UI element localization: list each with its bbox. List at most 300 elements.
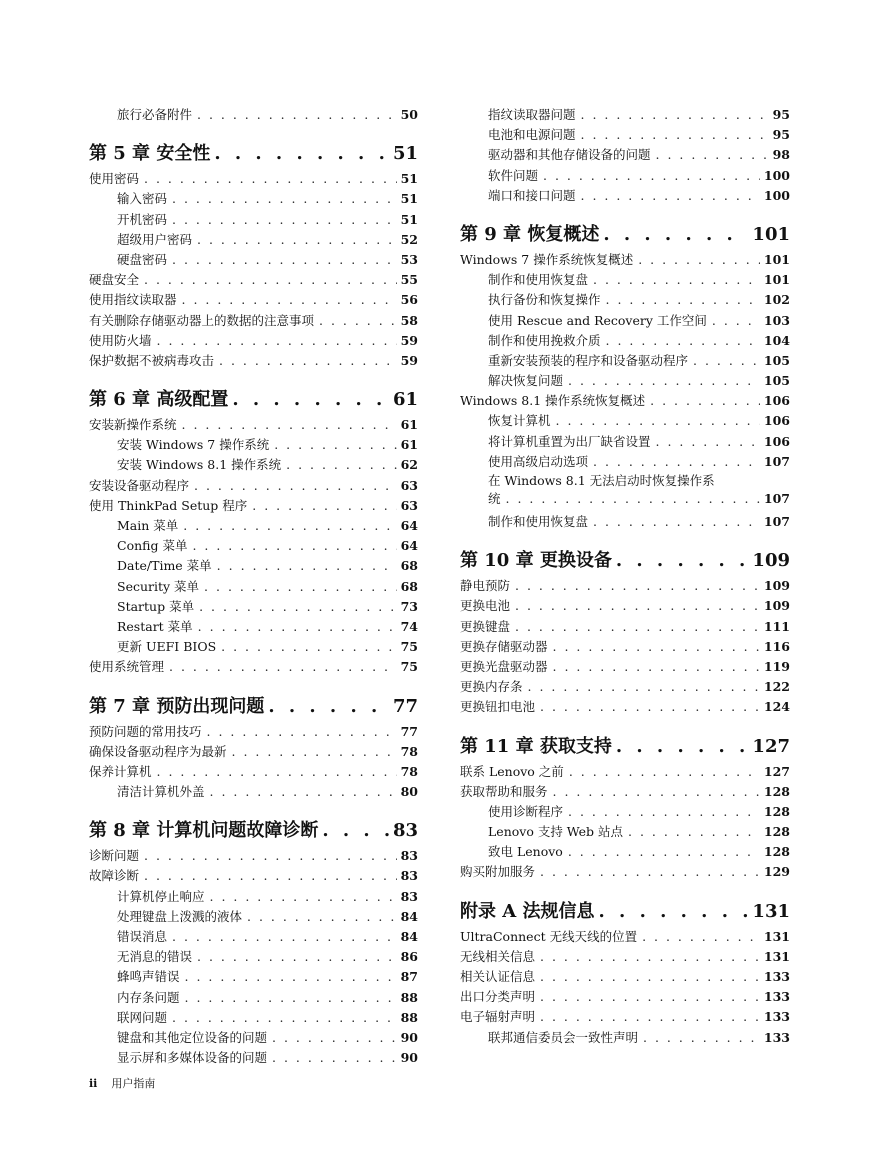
toc-leader-dots	[581, 105, 769, 125]
toc-page-number: 50	[400, 107, 418, 122]
toc-entry-title: 指纹读取器问题	[488, 107, 576, 122]
toc-entry[interactable]	[89, 577, 418, 597]
toc-chapter-heading[interactable]	[89, 139, 418, 169]
toc-page-number: 131	[763, 928, 790, 944]
toc-entry-title: 端口和接口问题	[488, 187, 576, 203]
toc-leader-dots	[272, 1028, 397, 1048]
toc-leader-dots	[553, 782, 760, 802]
toc-page-number: 61	[400, 437, 418, 453]
toc-entry[interactable]	[89, 496, 418, 516]
toc-entry[interactable]	[460, 657, 790, 677]
toc-entry-title: 超级用户密码	[117, 231, 193, 247]
toc-entry-title: 软件问题	[488, 167, 539, 183]
toc-leader-dots	[528, 677, 760, 697]
toc-entry-line	[488, 490, 790, 510]
toc-entry[interactable]	[89, 762, 418, 782]
toc-page-number: 122	[763, 679, 790, 695]
toc-leader-dots	[593, 512, 760, 532]
toc-entry-title: 获取帮助和服务	[460, 783, 548, 799]
toc-entry[interactable]	[460, 987, 790, 1007]
toc-page-number: 88	[400, 989, 418, 1005]
toc-chapter-title: 第 11 章 获取支持	[460, 735, 612, 757]
toc-leader-dots	[247, 907, 397, 927]
toc-page-number: 128	[763, 783, 790, 799]
toc-leader-dots	[543, 166, 760, 186]
toc-entry[interactable]	[89, 415, 418, 435]
toc-page-number: 58	[400, 312, 418, 328]
toc-entry-title: 使用高级启动选项	[488, 453, 589, 469]
toc-page-number: 78	[400, 763, 418, 779]
toc-leader-dots	[172, 927, 397, 947]
toc-page-number: 56	[400, 292, 418, 308]
toc-page-number: 106	[763, 413, 790, 429]
toc-entry-title: 联邦通信委员会一致性声明	[488, 1029, 639, 1045]
toc-page-number: 55	[400, 272, 418, 288]
toc-page-number: 133	[763, 969, 790, 984]
toc-page-number: 128	[763, 844, 790, 860]
toc-leader-dots	[219, 351, 397, 371]
toc-leader-dots	[616, 546, 749, 576]
toc-entry[interactable]	[460, 432, 790, 452]
toc-leader-dots	[581, 186, 760, 206]
toc-entry[interactable]	[460, 145, 790, 165]
toc-entry[interactable]	[89, 435, 418, 455]
toc-leader-dots	[194, 476, 397, 496]
toc-page-number: 105	[763, 352, 790, 368]
toc-entry[interactable]	[460, 1028, 790, 1048]
toc-entry-title: 旅行必备附件	[117, 107, 193, 122]
toc-page-number: 128	[763, 824, 790, 840]
toc-entry-title: 硬盘安全	[89, 272, 140, 288]
toc-page-number: 77	[400, 723, 418, 739]
toc-leader-dots	[599, 897, 749, 927]
toc-entry[interactable]	[89, 988, 418, 1008]
toc-page-number: 103	[763, 312, 790, 328]
toc-entry[interactable]	[89, 1008, 418, 1028]
toc-entry-title: 保养计算机	[89, 763, 152, 779]
toc-entry-title: 更换电池	[460, 598, 511, 614]
toc-entry-title: 使用指纹读取器	[89, 292, 177, 308]
toc-leader-dots	[172, 210, 397, 230]
toc-entry[interactable]	[460, 782, 790, 802]
toc-leader-dots	[593, 270, 760, 290]
toc-leader-dots	[693, 351, 760, 371]
toc-entry[interactable]	[460, 452, 790, 472]
toc-entry[interactable]	[89, 230, 418, 250]
toc-leader-dots	[157, 331, 397, 351]
toc-page-number: 51	[400, 191, 418, 207]
toc-entry-title: 开机密码	[117, 211, 168, 227]
toc-entry-title: 处理键盘上泼溅的液体	[117, 908, 243, 924]
toc-entry[interactable]	[89, 866, 418, 886]
toc-leader-dots	[540, 987, 760, 1007]
footer-doc-title: 用户指南	[111, 1077, 156, 1090]
toc-entry[interactable]	[460, 637, 790, 657]
toc-entry-title: 错误消息	[117, 929, 168, 944]
toc-page-number: 116	[763, 638, 790, 654]
toc-entry-title: 更换键盘	[460, 618, 511, 634]
toc-leader-dots	[606, 331, 760, 351]
toc-page-number: 105	[763, 373, 790, 389]
toc-entry-title: 使用防火墙	[89, 332, 152, 348]
toc-chapter-heading[interactable]	[89, 692, 418, 722]
toc-entry[interactable]	[460, 927, 790, 947]
toc-leader-dots	[540, 967, 760, 987]
toc-page-number: 83	[400, 848, 418, 864]
toc-entry-title: 使用诊断程序	[488, 803, 564, 819]
toc-leader-dots	[540, 697, 760, 717]
toc-leader-dots	[553, 657, 760, 677]
toc-entry-title: 联系 Lenovo 之前	[460, 763, 564, 779]
toc-page-number: 87	[400, 969, 418, 985]
toc-leader-dots	[182, 415, 397, 435]
footer-page-number: ii	[89, 1077, 98, 1090]
toc-entry-title: 购买附加服务	[460, 864, 536, 880]
toc-page-number: 73	[400, 598, 418, 614]
toc-entry-title: Windows 7 操作系统恢复概述	[460, 251, 634, 267]
toc-leader-dots	[593, 452, 760, 472]
toc-leader-dots	[144, 169, 397, 189]
toc-leader-dots	[515, 576, 760, 596]
toc-entry[interactable]	[89, 722, 418, 742]
toc-page-number: 68	[400, 558, 418, 574]
toc-entry-title: 电池和电源问题	[488, 127, 576, 143]
toc-entry[interactable]	[89, 1048, 418, 1068]
toc-entry[interactable]	[460, 947, 790, 967]
toc-chapter-heading[interactable]	[460, 732, 790, 762]
toc-leader-dots	[569, 762, 760, 782]
toc-entry-title: Restart 菜单	[117, 618, 193, 634]
toc-page-number: 62	[400, 457, 418, 473]
toc-page-number: 104	[763, 332, 790, 348]
toc-entry-title: 解决恢复问题	[488, 373, 564, 389]
toc-entry-title: 制作和使用挽救介质	[488, 332, 601, 348]
toc-entry[interactable]	[460, 617, 790, 637]
toc-entry-title: 重新安装预装的程序和设备驱动程序	[488, 352, 689, 368]
toc-chapter-heading[interactable]	[89, 816, 418, 846]
toc-entry[interactable]	[460, 186, 790, 206]
toc-entry[interactable]	[89, 105, 418, 125]
toc-leader-dots	[628, 822, 760, 842]
toc-entry[interactable]	[89, 637, 418, 657]
toc-chapter-heading[interactable]	[460, 546, 790, 576]
toc-leader-dots	[568, 842, 760, 862]
toc-leader-dots	[286, 455, 396, 475]
toc-entry[interactable]	[89, 657, 418, 677]
toc-entry-title: 使用 Rescue and Recovery 工作空间	[488, 312, 707, 328]
toc-leader-dots	[603, 220, 748, 250]
toc-page-number: 107	[763, 491, 790, 506]
toc-entry[interactable]	[460, 250, 790, 270]
toc-leader-dots	[656, 145, 769, 165]
toc-leader-dots	[197, 230, 397, 250]
toc-entry-title: 无消息的错误	[117, 949, 193, 965]
toc-entry[interactable]	[460, 166, 790, 186]
toc-entry[interactable]	[89, 947, 418, 967]
toc-entry-title: 联网问题	[117, 1009, 168, 1025]
toc-entry[interactable]	[460, 311, 790, 331]
toc-page-number: 59	[400, 352, 418, 368]
toc-entry[interactable]	[460, 596, 790, 616]
toc-page-number: 129	[763, 864, 790, 880]
toc-entry[interactable]	[89, 782, 418, 802]
toc-entry-title: 计算机停止响应	[117, 888, 205, 904]
toc-page-number: 133	[763, 989, 790, 1005]
toc-page-number: 100	[763, 187, 790, 203]
toc-entry-title: 相关认证信息	[460, 969, 536, 984]
toc-page-number: 127	[763, 763, 790, 779]
toc-chapter-heading[interactable]	[460, 220, 790, 250]
toc-entry-title: 驱动器和其他存储设备的问题	[488, 147, 651, 163]
toc-page-number: 61	[392, 389, 418, 411]
toc-leader-dots	[221, 637, 396, 657]
toc-entry-title: 硬盘密码	[117, 251, 168, 267]
toc-leader-dots	[643, 1028, 760, 1048]
toc-entry-title: 执行备份和恢复操作	[488, 292, 601, 308]
toc-entry[interactable]	[460, 371, 790, 391]
toc-page-number: 131	[763, 948, 790, 964]
toc-entry-title: 更新 UEFI BIOS	[117, 639, 217, 655]
toc-entry[interactable]	[89, 887, 418, 907]
toc-leader-dots	[169, 657, 397, 677]
toc-page-number: 64	[400, 518, 418, 533]
toc-page-number: 101	[763, 272, 790, 288]
toc-entry[interactable]	[89, 270, 418, 290]
toc-chapter-heading[interactable]	[89, 385, 418, 415]
toc-entry[interactable]	[460, 472, 790, 512]
toc-entry-title: 显示屏和多媒体设备的问题	[117, 1050, 268, 1066]
toc-entry[interactable]	[89, 1028, 418, 1048]
toc-leader-dots	[642, 927, 760, 947]
toc-entry-title: 电子辐射声明	[460, 1009, 536, 1025]
toc-entry-title: Config 菜单	[117, 538, 188, 554]
toc-page-number: 107	[763, 453, 790, 469]
toc-entry-title: 安装设备驱动程序	[89, 477, 190, 493]
toc-entry[interactable]	[460, 842, 790, 862]
toc-entry-title: Windows 8.1 操作系统恢复概述	[460, 393, 646, 409]
toc-page-number: 131	[752, 900, 790, 922]
toc-entry[interactable]	[89, 331, 418, 351]
toc-leader-dots	[232, 385, 389, 415]
toc-page-number: 61	[400, 417, 418, 433]
toc-entry-title: 键盘和其他定位设备的问题	[117, 1029, 268, 1045]
toc-page-number: 53	[400, 251, 418, 267]
toc-page-number: 52	[400, 231, 418, 247]
toc-entry[interactable]	[89, 290, 418, 310]
toc-leader-dots	[506, 490, 760, 508]
toc-page-number: 83	[400, 868, 418, 884]
toc-leader-dots	[157, 762, 397, 782]
toc-entry[interactable]	[460, 1007, 790, 1027]
toc-page-number: 100	[763, 167, 790, 183]
toc-leader-dots	[217, 556, 397, 576]
toc-entry[interactable]	[460, 862, 790, 882]
toc-page-number: 127	[752, 735, 790, 757]
toc-page-number: 84	[400, 908, 418, 924]
toc-entry[interactable]	[89, 617, 418, 637]
toc-entry[interactable]	[460, 697, 790, 717]
toc-entry-title: 蜂鸣声错误	[117, 969, 180, 985]
toc-entry-title: Main 菜单	[117, 518, 179, 533]
toc-leader-dots	[144, 846, 397, 866]
toc-page-number: 109	[763, 598, 790, 614]
toc-entry-title: UltraConnect 无线天线的位置	[460, 928, 638, 944]
toc-page-number: 83	[392, 820, 418, 842]
toc-leader-dots	[185, 988, 397, 1008]
toc-leader-dots	[172, 189, 397, 209]
toc-leader-dots	[650, 391, 760, 411]
toc-chapter-title: 附录 A 法规信息	[460, 900, 595, 922]
toc-leader-dots	[540, 947, 760, 967]
toc-entry[interactable]	[460, 576, 790, 596]
toc-entry-title: 诊断问题	[89, 848, 140, 864]
toc-chapter-heading[interactable]	[460, 897, 790, 927]
toc-entry-title: 恢复计算机	[488, 413, 551, 429]
toc-entry[interactable]	[460, 967, 790, 987]
toc-leader-dots	[183, 516, 396, 536]
toc-page-number: 124	[763, 699, 790, 715]
toc-entry[interactable]	[89, 846, 418, 866]
toc-entry-title: 出口分类声明	[460, 989, 536, 1005]
toc-leader-dots	[712, 311, 760, 331]
toc-entry[interactable]	[89, 556, 418, 576]
toc-leader-dots	[182, 290, 397, 310]
toc-page-number: 88	[400, 1009, 418, 1025]
toc-entry-title: 在 Windows 8.1 无法启动时恢复操作系	[488, 473, 715, 488]
toc-entry-title: 保护数据不被病毒攻击	[89, 352, 215, 368]
toc-entry[interactable]	[460, 411, 790, 431]
toc-entry-title: 将计算机重置为出厂缺省设置	[488, 433, 651, 449]
toc-leader-dots	[540, 862, 760, 882]
toc-entry-title: Startup 菜单	[117, 598, 195, 614]
toc-page-number: 77	[392, 695, 418, 717]
toc-entry[interactable]	[460, 351, 790, 371]
toc-page-number: 101	[752, 223, 790, 245]
toc-page-number: 75	[400, 639, 418, 655]
toc-leader-dots	[232, 742, 397, 762]
toc-entry-title: 确保设备驱动程序为最新	[89, 743, 227, 759]
toc-entry-title: 安装新操作系统	[89, 417, 177, 433]
toc-entry-title: 制作和使用恢复盘	[488, 272, 589, 288]
toc-entry[interactable]	[89, 742, 418, 762]
toc-entry[interactable]	[460, 762, 790, 782]
toc-leader-dots	[192, 536, 396, 556]
toc-chapter-title: 第 8 章 计算机问题故障诊断	[89, 820, 319, 842]
toc-entry-title: Lenovo 支持 Web 站点	[488, 824, 624, 840]
toc-leader-dots	[144, 270, 397, 290]
toc-entry-title: 更换钮扣电池	[460, 699, 536, 715]
toc-leader-dots	[207, 722, 397, 742]
toc-page-number: 84	[400, 929, 418, 944]
toc-page-number: 109	[752, 550, 790, 572]
toc-entry[interactable]	[89, 311, 418, 331]
toc-leader-dots	[274, 435, 396, 455]
toc-entry-title: 使用系统管理	[89, 659, 165, 675]
toc-entry[interactable]	[89, 455, 418, 475]
toc-page-number: 51	[400, 171, 418, 187]
toc-page-number: 133	[763, 1009, 790, 1025]
toc-entry[interactable]	[460, 512, 790, 532]
toc-page-number: 59	[400, 332, 418, 348]
toc-entry[interactable]	[89, 351, 418, 371]
toc-leader-dots	[638, 250, 760, 270]
toc-entry[interactable]	[460, 105, 790, 125]
toc-leader-dots	[515, 596, 760, 616]
toc-page-number: 78	[400, 743, 418, 759]
toc-leader-dots	[198, 617, 397, 637]
toc-page-number: 98	[772, 147, 790, 163]
toc-entry[interactable]	[460, 331, 790, 351]
toc-leader-dots	[515, 617, 760, 637]
toc-leader-dots	[185, 967, 397, 987]
toc-entry[interactable]	[89, 210, 418, 230]
toc-entry-title: Date/Time 菜单	[117, 558, 212, 574]
toc-entry[interactable]	[89, 927, 418, 947]
toc-leader-dots	[540, 1007, 760, 1027]
toc-page-number: 86	[400, 949, 418, 965]
toc-entry[interactable]	[460, 125, 790, 145]
toc-leader-dots	[268, 692, 389, 722]
toc-leader-dots	[197, 947, 397, 967]
toc-page-number: 95	[772, 127, 790, 143]
toc-entry-title: 安装 Windows 7 操作系统	[117, 437, 270, 453]
toc-entry[interactable]	[460, 677, 790, 697]
toc-leader-dots	[556, 411, 760, 431]
toc-entry[interactable]	[89, 169, 418, 189]
toc-entry-title: 内存条问题	[117, 989, 180, 1005]
toc-entry-title: 静电预防	[460, 578, 511, 594]
toc-entry[interactable]	[89, 189, 418, 209]
toc-entry[interactable]	[460, 822, 790, 842]
toc-entry[interactable]	[460, 391, 790, 411]
toc-entry-title: 更换内存条	[460, 679, 523, 695]
toc-page-number: 101	[763, 251, 790, 267]
toc-page-number: 107	[763, 514, 790, 529]
toc-entry[interactable]	[460, 802, 790, 822]
toc-entry-title: Security 菜单	[117, 578, 200, 594]
toc-page-number: 128	[763, 803, 790, 819]
toc-page-number: 90	[400, 1029, 418, 1045]
toc-entry[interactable]	[89, 516, 418, 536]
toc-entry-title: 有关删除存储驱动器上的数据的注意事项	[89, 312, 315, 328]
toc-page-number: 51	[400, 211, 418, 227]
toc-chapter-title: 第 9 章 恢复概述	[460, 223, 600, 245]
toc-entry[interactable]	[460, 270, 790, 290]
toc-page-number: 95	[772, 107, 790, 122]
toc-leader-dots	[252, 496, 396, 516]
toc-entry-title: 制作和使用恢复盘	[488, 514, 589, 529]
toc-leader-dots	[319, 311, 397, 331]
toc-entry[interactable]	[89, 476, 418, 496]
toc-page-number: 90	[400, 1050, 418, 1066]
toc-entry-title: 更换存储驱动器	[460, 638, 548, 654]
toc-entry[interactable]	[89, 597, 418, 617]
toc-entry[interactable]	[89, 967, 418, 987]
toc-entry-title: 输入密码	[117, 191, 168, 207]
toc-entry[interactable]	[460, 290, 790, 310]
toc-leader-dots	[214, 139, 389, 169]
toc-entry[interactable]	[89, 250, 418, 270]
toc-chapter-title: 第 5 章 安全性	[89, 143, 211, 165]
toc-leader-dots	[272, 1048, 397, 1068]
toc-entry-title: 使用 ThinkPad Setup 程序	[89, 497, 248, 513]
toc-leader-dots	[199, 597, 397, 617]
toc-entry[interactable]	[89, 536, 418, 556]
toc-entry-title: 使用密码	[89, 171, 140, 187]
toc-page-number: 68	[400, 578, 418, 594]
toc-column-left	[89, 105, 418, 1068]
toc-entry[interactable]	[89, 907, 418, 927]
